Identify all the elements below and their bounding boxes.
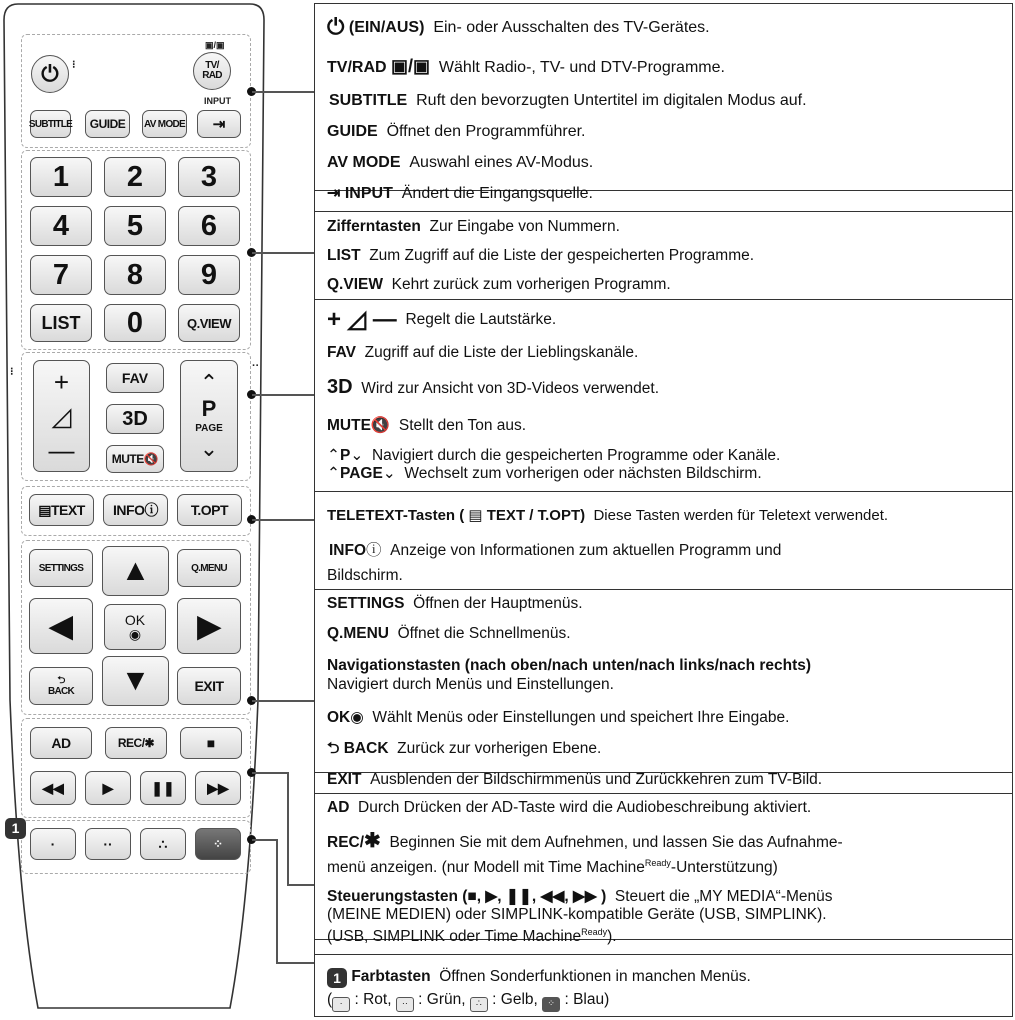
section-media: [315, 793, 1012, 946]
number-8-button[interactable]: 8: [104, 255, 166, 295]
row-qview: [327, 275, 671, 294]
leader-line-3: [252, 394, 314, 396]
chevron-up-icon: ⌃: [327, 447, 340, 464]
input-icon: ⇥: [327, 185, 341, 202]
stop-icon: ■: [206, 735, 216, 751]
row-p: [327, 446, 780, 465]
down-button[interactable]: [102, 656, 169, 706]
desc: Navigiert durch die gespeicherten Programme oder Kanäle.: [371, 447, 781, 464]
power-icon: ⏻: [41, 61, 59, 86]
row-list: [327, 246, 754, 265]
row-fav: [327, 343, 638, 362]
info-label: INFO: [113, 502, 145, 518]
key: AD: [327, 799, 350, 816]
text-icon: ▤: [38, 501, 51, 518]
arrow-left-icon: ◀: [49, 609, 73, 643]
row-ad: [327, 798, 811, 817]
blue-key-icon: ⁘: [542, 997, 560, 1012]
number-1-badge: 1: [327, 968, 347, 988]
guide-button[interactable]: GUIDE: [85, 110, 130, 138]
key: OK: [327, 709, 351, 726]
number-2-button[interactable]: 2: [104, 157, 166, 197]
plus-icon: +: [53, 367, 70, 397]
right-button[interactable]: [177, 598, 241, 654]
p-label: P: [201, 396, 217, 421]
input-icon: ⇥: [212, 116, 226, 133]
leader-line-5: [252, 700, 314, 702]
pause-icon: ❚❚: [151, 779, 175, 796]
key: TELETEXT-Tasten (: [327, 507, 465, 524]
indicator-dots-right: ··: [252, 360, 260, 372]
key: BACK: [343, 740, 389, 757]
row-navigationstasten-desc: [327, 675, 614, 694]
chevron-down-icon: ⌄: [382, 465, 396, 482]
key: Zifferntasten: [327, 218, 421, 235]
number-4-button[interactable]: 4: [30, 206, 92, 246]
desc: Bildschirm.: [327, 567, 403, 584]
c4: : Blau): [564, 991, 610, 1008]
row-subtitle: [329, 91, 807, 110]
power-button[interactable]: [31, 55, 69, 93]
row-navigationstasten: [327, 656, 811, 675]
color-marker: 1: [5, 818, 26, 839]
number-0-button[interactable]: 0: [104, 304, 166, 342]
key: TV/RAD: [327, 59, 387, 76]
key: Q.VIEW: [327, 276, 383, 293]
section-power: [315, 4, 1012, 191]
section-numbers: [315, 211, 1012, 300]
leader-line-6c: [287, 884, 314, 886]
row-exit: [327, 770, 822, 789]
desc: Zurück zur vorherigen Ebene.: [397, 740, 602, 757]
info-button[interactable]: [103, 494, 168, 526]
key: Farbtasten: [351, 968, 431, 985]
chevron-up-icon: ⌃: [199, 370, 219, 395]
desc: Wird zur Ansicht von 3D-Videos verwendet.: [361, 380, 659, 397]
key2: TEXT / T.OPT): [486, 507, 586, 524]
key: EXIT: [327, 771, 362, 788]
key: AV MODE: [327, 154, 401, 171]
asterisk-icon: ✱: [364, 830, 381, 852]
indicator-dots: ⁝: [72, 59, 76, 71]
row-steuerung: [327, 887, 833, 906]
leader-line-7b: [276, 839, 278, 963]
section-navigation: [315, 589, 1012, 773]
arrow-up-icon: ▲: [120, 554, 151, 587]
info-icon: ⓘ: [366, 542, 382, 559]
mute-icon: 🔇: [143, 452, 159, 466]
number-1-button[interactable]: 1: [30, 157, 92, 197]
c3: : Gelb,: [492, 991, 538, 1008]
ok-icon: ◉: [350, 709, 364, 726]
program-button[interactable]: [180, 360, 238, 472]
row-steuerung-cont2: [327, 923, 617, 946]
desc: (USB, SIMPLINK oder Time Machine: [327, 928, 582, 946]
sup: Ready: [644, 858, 671, 868]
rewind-button[interactable]: [30, 771, 76, 805]
power-icon: ⏻: [327, 14, 345, 39]
row-avmode: [327, 153, 593, 172]
section-teletext: [315, 491, 1012, 590]
row-info-cont: [327, 566, 403, 585]
desc: Diese Tasten werden für Teletext verwendet.: [593, 507, 889, 524]
desc: Öffnet die Schnellmenüs.: [397, 625, 571, 642]
desc: Ruft den bevorzugten Untertitel im digitalen Modus auf.: [416, 92, 807, 109]
back-label: BACK: [47, 686, 75, 697]
qview-button[interactable]: Q.VIEW: [178, 304, 240, 342]
subtitle-button[interactable]: SUBTITLE: [30, 110, 71, 138]
mute-label: MUTE: [111, 452, 144, 466]
leader-line-7c: [276, 962, 314, 964]
volume-icons: + ◿ —: [327, 306, 397, 333]
play-icon: ▶: [102, 779, 114, 796]
key: PAGE: [340, 465, 383, 482]
desc: Steuert die „MY MEDIA“-Menüs: [614, 888, 833, 905]
desc: Ausblenden der Bildschirmmenüs und Zurückkehren zum TV-Bild.: [370, 771, 823, 788]
row-rec: [327, 832, 843, 852]
desc: Zugriff auf die Liste der Lieblingskanäle.: [364, 344, 639, 361]
desc: menü anzeigen. (nur Modell mit Time Machine: [327, 859, 645, 877]
number-5-button[interactable]: 5: [104, 206, 166, 246]
qmenu-button[interactable]: Q.MENU: [177, 549, 241, 587]
info-icon: ⓘ: [144, 502, 158, 518]
c2: : Grün,: [418, 991, 466, 1008]
green-button[interactable]: ··: [85, 828, 131, 860]
desc: Zur Eingabe von Nummern.: [429, 218, 620, 235]
row-ok: [327, 708, 789, 727]
key: LIST: [327, 247, 361, 264]
row-page: [327, 464, 762, 483]
key: P: [340, 447, 351, 464]
3d-icon: 3D: [327, 376, 353, 398]
fav-button[interactable]: FAV: [106, 363, 164, 393]
section-colors: [315, 954, 1012, 1017]
desc: : Rot,: [354, 991, 392, 1008]
remote-control: [0, 0, 266, 1010]
input-button[interactable]: [197, 110, 241, 138]
row-colors: ( · : Rot, ·· : Grün, ∴ : Gelb, ⁘ : Blau): [327, 990, 609, 1012]
key: Steuerungstasten (: [327, 888, 468, 905]
yellow-key-icon: ∴: [470, 997, 488, 1012]
desc: Wählt Radio-, TV- und DTV-Programme.: [438, 59, 725, 76]
section-volume: [315, 298, 1012, 492]
row-qmenu: [327, 624, 571, 643]
ok-icon: ◉: [128, 626, 142, 642]
fastforward-icon: ▶▶: [207, 779, 229, 796]
row-zifferntasten: [327, 217, 620, 236]
leader-line-1: [252, 91, 314, 93]
description-table: [314, 3, 1013, 1017]
back-icon: ⮌: [57, 675, 65, 686]
desc: Navigiert durch Menüs und Einstellungen.: [327, 676, 614, 693]
desc: Beginnen Sie mit dem Aufnehmen, und lassen Sie das Aufnahme-: [389, 834, 843, 851]
leader-line-7a: [252, 839, 277, 841]
desc: Durch Drücken der AD-Taste wird die Audiobeschreibung aktiviert.: [358, 799, 812, 816]
key: INPUT: [344, 185, 393, 202]
row-back: [327, 739, 601, 758]
desc: Regelt die Lautstärke.: [405, 311, 557, 328]
mute-icon: 🔇: [370, 417, 391, 434]
left-button[interactable]: [29, 598, 93, 654]
desc: Öffnet den Programmführer.: [386, 123, 586, 140]
tvrad-button[interactable]: TV/ RAD: [193, 52, 231, 90]
text-label: TEXT: [50, 502, 85, 518]
row-teletext: [327, 506, 888, 525]
back-icon: ⮌: [327, 740, 340, 757]
list-button[interactable]: LIST: [30, 304, 92, 342]
topt-button[interactable]: T.OPT: [177, 494, 242, 526]
rewind-icon: ◀◀: [42, 779, 64, 796]
leader-line-6b: [287, 772, 289, 885]
tvrad-icon: ▣/▣: [391, 56, 431, 76]
chevron-down-icon: ⌄: [350, 447, 364, 464]
number-6-button[interactable]: 6: [178, 206, 240, 246]
tvrad-icon: ▣/▣: [205, 40, 225, 50]
sup: Ready: [581, 927, 608, 937]
number-3-button[interactable]: 3: [178, 157, 240, 197]
green-key-icon: ··: [396, 997, 414, 1012]
desc: Ändert die Eingangsquelle.: [401, 185, 593, 202]
arrow-down-icon: ▼: [120, 664, 151, 697]
row-farbtasten: [327, 967, 751, 988]
ok-button[interactable]: [104, 604, 166, 650]
desc: (MEINE MEDIEN) oder SIMPLINK-kompatible Geräte (USB, SIMPLINK).: [327, 906, 827, 923]
play-button[interactable]: [85, 771, 131, 805]
text-button[interactable]: [29, 494, 94, 526]
key: Navigationstasten (nach oben/nach unten/nach links/nach rechts): [327, 657, 812, 674]
key: FAV: [327, 344, 356, 361]
desc: Wählt Menüs oder Einstellungen und speichert Ihre Eingabe.: [372, 709, 790, 726]
settings-button[interactable]: SETTINGS: [29, 549, 93, 587]
key: Q.MENU: [327, 625, 389, 642]
rec-button[interactable]: REC/✱: [105, 727, 167, 759]
desc: Anzeige von Informationen zum aktuellen Programm und: [390, 542, 782, 559]
desc: Stellt den Ton aus.: [398, 417, 527, 434]
fastforward-button[interactable]: [195, 771, 241, 805]
row-input: [327, 184, 593, 203]
number-7-button[interactable]: 7: [30, 255, 92, 295]
arrow-right-icon: ▶: [197, 609, 221, 643]
row-info: [329, 541, 781, 560]
row-volume: [327, 306, 557, 333]
leader-line-6a: [252, 772, 288, 774]
stop-button[interactable]: [180, 727, 242, 759]
exit-button[interactable]: EXIT: [177, 667, 241, 705]
desc: Zum Zugriff auf die Liste der gespeicherten Programme.: [369, 247, 755, 264]
desc: Öffnen der Hauptmenüs.: [413, 595, 583, 612]
minus-icon: —: [48, 435, 75, 465]
row-power: [327, 14, 710, 39]
row-steuerung-cont1: [327, 905, 827, 924]
row-settings: [327, 594, 583, 613]
yellow-button[interactable]: ∴: [140, 828, 186, 860]
row-rec-cont: [327, 854, 778, 877]
desc: Kehrt zurück zum vorherigen Programm.: [391, 276, 671, 293]
avmode-button[interactable]: AV MODE: [142, 110, 187, 138]
desc2: ).: [607, 928, 617, 946]
desc2: -Unterstützung): [670, 859, 778, 877]
ok-label: OK: [124, 612, 146, 628]
desc: Ein- oder Ausschalten des TV-Gerätes.: [433, 19, 710, 36]
up-button[interactable]: [102, 546, 169, 596]
desc: Wechselt zum vorherigen oder nächsten Bildschirm.: [404, 465, 762, 482]
pause-button[interactable]: [140, 771, 186, 805]
key2: ■, ▶, ❚❚, ◀◀, ▶▶ ): [467, 888, 607, 905]
key: SUBTITLE: [329, 92, 408, 109]
blue-button[interactable]: ⁘: [195, 828, 241, 860]
key: INFO: [329, 542, 367, 559]
3d-button[interactable]: 3D: [106, 404, 164, 434]
key: MUTE: [327, 417, 371, 434]
red-key-icon: ·: [332, 997, 350, 1012]
input-label: INPUT: [204, 96, 231, 106]
chevron-up-icon: ⌃: [327, 465, 340, 482]
volume-icon: ◿: [51, 401, 72, 431]
key: REC/: [327, 834, 365, 851]
desc: Öffnen Sonderfunktionen in manchen Menüs.: [439, 968, 751, 985]
number-9-button[interactable]: 9: [178, 255, 240, 295]
row-tvrad: [327, 57, 725, 77]
leader-line-2: [252, 252, 314, 254]
ad-button[interactable]: AD: [30, 727, 92, 759]
page-label: PAGE: [195, 423, 223, 434]
back-button[interactable]: [29, 667, 93, 705]
row-3d: [327, 378, 659, 398]
text-icon: ▤: [468, 507, 483, 524]
chevron-down-icon: ⌄: [199, 436, 219, 461]
key: GUIDE: [327, 123, 378, 140]
volume-button[interactable]: [33, 360, 90, 472]
mute-button[interactable]: [106, 445, 164, 473]
red-button[interactable]: ·: [30, 828, 76, 860]
leader-line-4: [252, 519, 314, 521]
desc: Auswahl eines AV-Modus.: [409, 154, 594, 171]
indicator-dots-left: ⁝: [10, 366, 14, 378]
row-mute: [327, 416, 526, 435]
key: SETTINGS: [327, 595, 405, 612]
row-guide: [327, 122, 585, 141]
key: (EIN/AUS): [348, 19, 425, 36]
